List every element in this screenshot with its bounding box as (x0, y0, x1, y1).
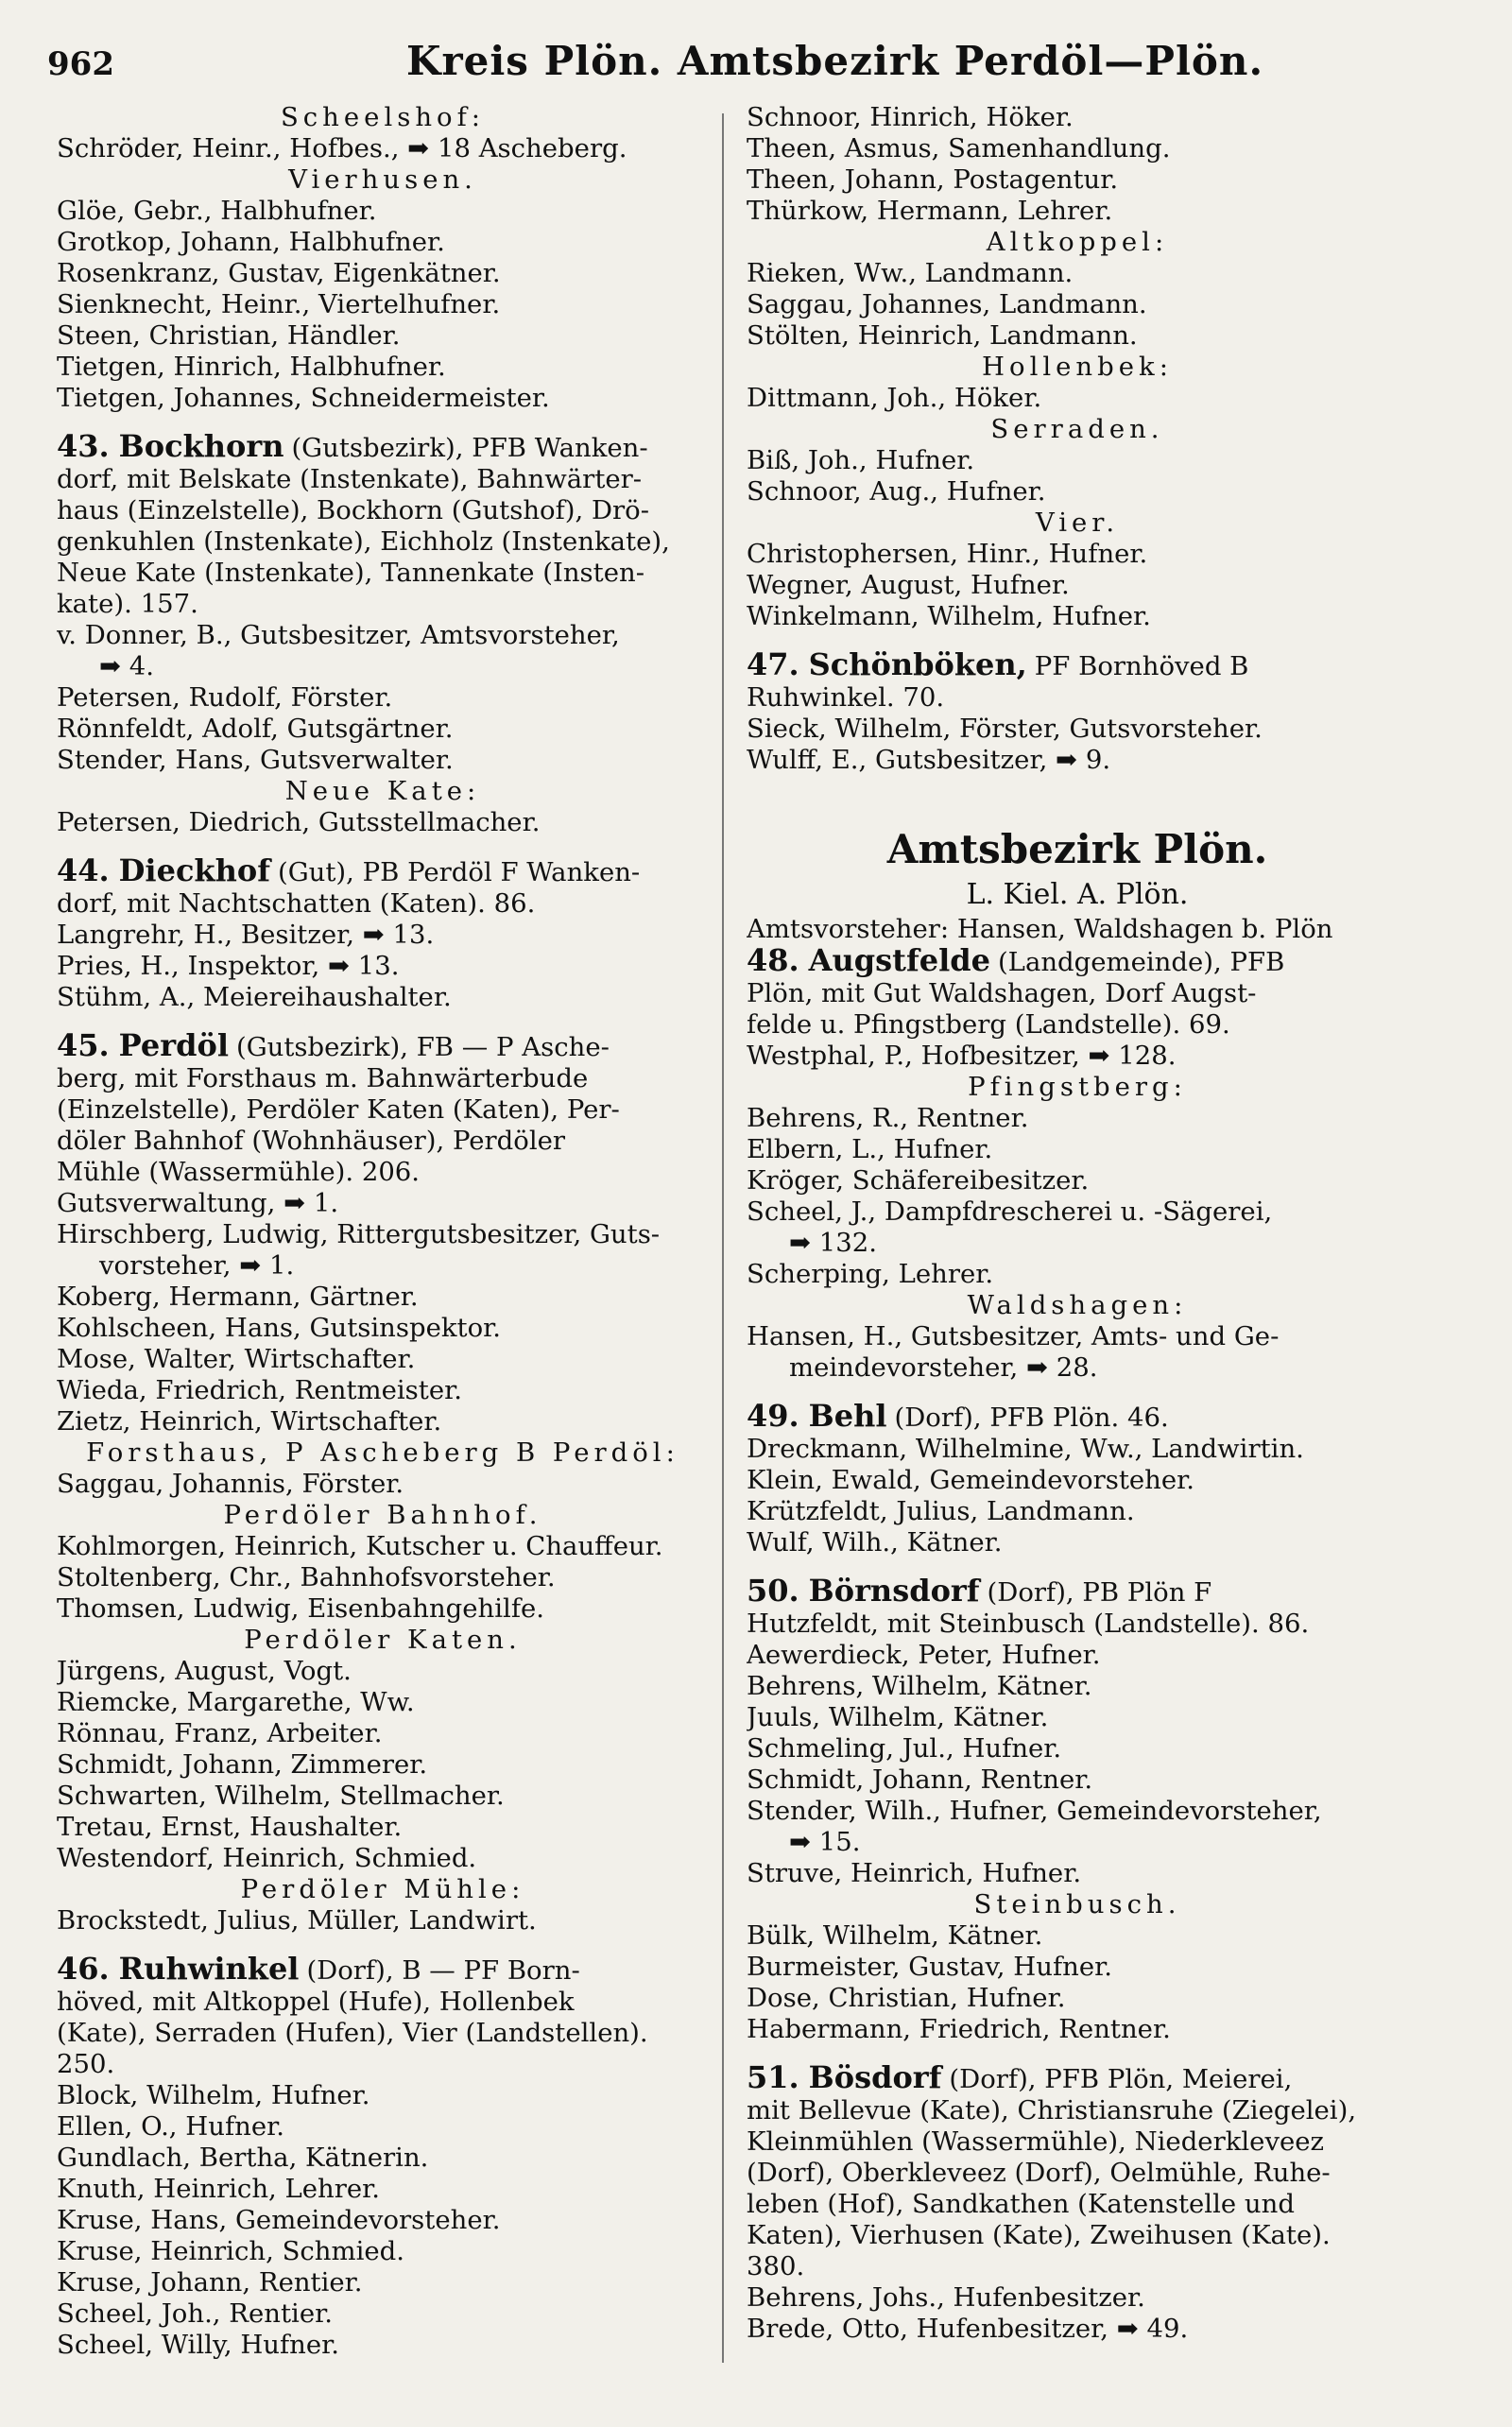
list-item: Gundlach, Bertha, Kätnerin. (57, 2143, 429, 2173)
list-item: Biß, Joh., Hufner. (747, 445, 975, 475)
list-item: Schnoor, Hinrich, Höker. (747, 102, 1074, 132)
entry-number: 50. (747, 1573, 799, 1609)
list-item: Kröger, Schäfereibesitzer. (747, 1165, 1090, 1196)
list-item: Kohlmorgen, Heinrich, Kutscher u. Chauffeur. (57, 1531, 663, 1561)
list-item: Scheel, J., Dampfdrescherei u. -Sägerei, (747, 1196, 1273, 1227)
list-item: Schnoor, Aug., Hufner. (747, 476, 1046, 507)
entry-name: Behl (808, 1398, 887, 1434)
list-item: Schmidt, Johann, Rentner. (747, 1764, 1093, 1795)
list-item: Westendorf, Heinrich, Schmied. (57, 1843, 477, 1873)
list-item: Tietgen, Hinrich, Halbhufner. (57, 352, 446, 382)
list-item: Scherping, Lehrer. (747, 1259, 994, 1289)
list-item: Behrens, Johs., Hufenbesitzer. (747, 2282, 1145, 2313)
list-item: Saggau, Johannis, Förster. (57, 1469, 404, 1499)
list-item: Dose, Christian, Hufner. (747, 1983, 1066, 2013)
list-item: Kruse, Heinrich, Schmied. (57, 2236, 405, 2266)
locality-heading: Steinbusch. (973, 1889, 1181, 1919)
list-item: Krützfeldt, Julius, Landmann. (747, 1496, 1135, 1526)
entry-desc: PF Bornhöved B (1034, 651, 1249, 681)
list-item: Grotkop, Johann, Halbhufner. (57, 227, 445, 257)
list-item: Burmeister, Gustav, Hufner. (747, 1952, 1112, 1982)
list-item: v. Donner, B., Gutsbesitzer, Amtsvorsteher, (57, 620, 620, 650)
entry-number: 46. (57, 1951, 110, 1987)
entry-desc: (Dorf), PFB Plön. 46. (894, 1403, 1169, 1433)
list-item: Hirschberg, Ludwig, Rittergutsbesitzer, Guts- (57, 1219, 661, 1249)
list-item: Juuls, Wilhelm, Kätner. (747, 1702, 1049, 1732)
page-title: Kreis Plön. Amtsbezirk Perdöl—Plön. (406, 38, 1264, 84)
entry-number: 48. (747, 942, 799, 978)
list-item: Mose, Walter, Wirtschafter. (57, 1344, 416, 1374)
list-item: Ellen, O., Hufner. (57, 2111, 285, 2142)
entry-desc: Katen), Vierhusen (Kate), Zweihusen (Kate). (747, 2220, 1331, 2250)
entry-desc: (Kate), Serraden (Hufen), Vier (Landstellen). (57, 2018, 648, 2048)
list-item: Glöe, Gebr., Halbhufner. (57, 196, 377, 226)
list-item: Brede, Otto, Hufenbesitzer, ➡ 49. (747, 2314, 1189, 2344)
locality-heading: Perdöler Katen. (244, 1625, 522, 1655)
entry-name: Ruhwinkel (118, 1951, 300, 1987)
list-item: Zietz, Heinrich, Wirtschafter. (57, 1406, 442, 1437)
entry-desc: 380. (747, 2251, 805, 2281)
list-item: Stühm, A., Meiereihaushalter. (57, 982, 452, 1012)
list-item: Pries, H., Inspektor, ➡ 13. (57, 951, 400, 981)
entry-desc: döler Bahnhof (Wohnhäuser), Perdöler (57, 1126, 566, 1156)
locality-heading: Altkoppel: (986, 227, 1169, 257)
list-item: Rönnau, Franz, Arbeiter. (57, 1718, 383, 1748)
entry-desc: (Gutsbezirk), PFB Wanken- (291, 433, 648, 463)
list-item: Christophersen, Hinr., Hufner. (747, 539, 1148, 569)
list-item: Tretau, Ernst, Haushalter. (57, 1812, 403, 1842)
locality-heading: Waldshagen: (967, 1290, 1188, 1320)
entry-name: Börnsdorf (808, 1573, 980, 1609)
locality-heading: Perdöler Mühle: (240, 1874, 525, 1904)
entry-number: 44. (57, 852, 110, 888)
list-item: Knuth, Heinrich, Lehrer. (57, 2174, 381, 2204)
list-item: Bülk, Wilhelm, Kätner. (747, 1920, 1043, 1951)
right-column (747, 102, 1408, 2345)
list-item: Thürkow, Hermann, Lehrer. (747, 196, 1113, 226)
list-item: Rönnfeldt, Adolf, Gutsgärtner. (57, 714, 454, 744)
entry-48 (747, 942, 1408, 978)
entry-desc: (Gutsbezirk), FB — P Asche- (235, 1032, 610, 1062)
entry-number: 43. (57, 428, 110, 464)
page-header (47, 38, 1465, 95)
locality-heading: Neue Kate: (284, 776, 481, 806)
locality-heading: Hollenbek: (982, 352, 1173, 382)
entry-name: Bockhorn (118, 428, 284, 464)
entry-desc: Hutzfeldt, mit Steinbusch (Landstelle). 86. (747, 1609, 1310, 1639)
list-item: Dittmann, Joh., Höker. (747, 383, 1042, 413)
list-item: Winkelmann, Wilhelm, Hufner. (747, 601, 1151, 631)
left-column (57, 102, 709, 2361)
entry-desc: Mühle (Wassermühle). 206. (57, 1157, 421, 1187)
list-item: Langrehr, H., Besitzer, ➡ 13. (57, 920, 435, 950)
entry-desc: berg, mit Forsthaus m. Bahnwärterbude (57, 1063, 589, 1093)
list-item: ➡ 4. (99, 651, 155, 681)
entry-desc: (Einzelstelle), Perdöler Katen (Katen), Per- (57, 1094, 620, 1125)
entry-45 (57, 1027, 709, 1063)
list-item: Elbern, L., Hufner. (747, 1134, 993, 1164)
list-item: Sienknecht, Heinr., Viertelhufner. (57, 289, 501, 319)
column-divider (722, 113, 724, 2363)
entry-name: Schönböken, (808, 646, 1027, 682)
entry-43 (57, 428, 709, 464)
entry-50 (747, 1575, 1408, 1609)
list-item: Wulf, Wilh., Kätner. (747, 1527, 1003, 1558)
list-item: Kruse, Johann, Rentier. (57, 2267, 363, 2298)
list-item: Petersen, Diedrich, Gutsstellmacher. (57, 807, 541, 837)
list-item: Schwarten, Wilhelm, Stellmacher. (57, 1781, 505, 1811)
list-item: Steen, Christian, Händler. (57, 320, 401, 351)
entry-name: Dieckhof (118, 852, 270, 888)
list-item: Jürgens, August, Vogt. (57, 1656, 352, 1686)
list-item: Theen, Asmus, Samenhandlung. (747, 133, 1171, 164)
locality-heading: Forsthaus, P Ascheberg B Perdöl: (86, 1437, 679, 1468)
list-item: Schmidt, Johann, Zimmerer. (57, 1749, 428, 1780)
entry-desc: höved, mit Altkoppel (Hufe), Hollenbek (57, 1987, 575, 2017)
list-item: Schmeling, Jul., Hufner. (747, 1733, 1062, 1764)
entry-desc: Kleinmühlen (Wassermühle), Niederkleveez (747, 2126, 1325, 2157)
entry-desc: felde u. Pfingstberg (Landstelle). 69. (747, 1009, 1230, 1040)
locality-heading: Vierhusen. (288, 164, 477, 195)
locality-heading: Scheelshof: (280, 102, 486, 132)
list-item: Hansen, H., Gutsbesitzer, Amts- und Ge- (747, 1321, 1280, 1351)
entry-desc: mit Bellevue (Kate), Christiansruhe (Ziegelei), (747, 2095, 1357, 2126)
list-item: Rosenkranz, Gustav, Eigenkätner. (57, 258, 501, 288)
list-item: Brockstedt, Julius, Müller, Landwirt. (57, 1905, 537, 1936)
list-item: Behrens, Wilhelm, Kätner. (747, 1671, 1092, 1701)
entry-desc: genkuhlen (Instenkate), Eichholz (Instenkate), (57, 526, 670, 557)
list-item: Theen, Johann, Postagentur. (747, 164, 1119, 195)
list-item: Stoltenberg, Chr., Bahnhofsvorsteher. (57, 1562, 556, 1592)
list-item: Stölten, Heinrich, Landmann. (747, 320, 1138, 351)
entry-number: 47. (747, 646, 799, 682)
list-item: Struve, Heinrich, Hufner. (747, 1858, 1082, 1888)
entry-49 (747, 1398, 1408, 1434)
list-item: Block, Wilhelm, Hufner. (57, 2080, 370, 2110)
list-item: Wegner, August, Hufner. (747, 570, 1070, 600)
entry-number: 49. (747, 1398, 799, 1434)
list-item: ➡ 132. (789, 1228, 878, 1258)
entry-desc: 250. (57, 2049, 115, 2079)
entry-46 (57, 1951, 709, 1987)
entry-desc: (Dorf), PFB Plön, Meierei, (949, 2064, 1293, 2094)
entry-number: 51. (747, 2059, 799, 2095)
entry-desc: (Dorf), PB Plön F (987, 1577, 1212, 1608)
list-item: Petersen, Rudolf, Förster. (57, 682, 393, 713)
list-item: Koberg, Hermann, Gärtner. (57, 1282, 419, 1312)
list-item: Kruse, Hans, Gemeindevorsteher. (57, 2205, 501, 2235)
entry-desc: Plön, mit Gut Waldshagen, Dorf Augst- (747, 978, 1257, 1008)
list-item: Riemcke, Margarethe, Ww. (57, 1687, 415, 1717)
amt-vorsteher: Amtsvorsteher: Hansen, Waldshagen b. Plön (747, 914, 1333, 944)
list-item: Schröder, Heinr., Hofbes., ➡ 18 Ascheberg. (57, 133, 627, 164)
entry-desc: haus (Einzelstelle), Bockhorn (Gutshof), Drö- (57, 495, 650, 525)
list-item: Behrens, R., Rentner. (747, 1103, 1029, 1133)
entry-47 (747, 646, 1408, 682)
entry-desc: dorf, mit Belskate (Instenkate), Bahnwärter- (57, 464, 643, 494)
entry-desc: leben (Hof), Sandkathen (Katenstelle und (747, 2189, 1295, 2219)
list-item: Tietgen, Johannes, Schneidermeister. (57, 383, 550, 413)
locality-heading: Perdöler Bahnhof. (223, 1500, 542, 1530)
locality-heading: Serraden. (990, 414, 1164, 444)
list-item: Aewerdieck, Peter, Hufner. (747, 1640, 1101, 1670)
entry-name: Augstfelde (808, 942, 990, 978)
entry-desc: (Gut), PB Perdöl F Wanken- (277, 857, 641, 887)
entry-desc: (Dorf), Oberkleveez (Dorf), Oelmühle, Ruhe- (747, 2158, 1331, 2188)
list-item: Scheel, Willy, Hufner. (57, 2330, 340, 2360)
list-item: Scheel, Joh., Rentier. (57, 2298, 333, 2329)
list-item: Rieken, Ww., Landmann. (747, 258, 1074, 288)
list-item: Dreckmann, Wilhelmine, Ww., Landwirtin. (747, 1434, 1304, 1464)
entry-desc: Ruhwinkel. 70. (747, 682, 945, 713)
list-item: vorsteher, ➡ 1. (99, 1250, 295, 1281)
list-item: Wieda, Friedrich, Rentmeister. (57, 1375, 462, 1405)
locality-heading: Pfingstberg: (968, 1072, 1187, 1102)
section-heading: Amtsbezirk Plön. (886, 826, 1268, 872)
list-item: Thomsen, Ludwig, Eisenbahngehilfe. (57, 1593, 545, 1624)
list-item: Stender, Wilh., Hufner, Gemeindevorsteher, (747, 1796, 1322, 1826)
list-item: Wulff, E., Gutsbesitzer, ➡ 9. (747, 745, 1111, 775)
list-item: ➡ 15. (789, 1827, 861, 1857)
list-item: Sieck, Wilhelm, Förster, Gutsvorsteher. (747, 714, 1263, 744)
list-item: Westphal, P., Hofbesitzer, ➡ 128. (747, 1041, 1177, 1071)
list-item: Kohlscheen, Hans, Gutsinspektor. (57, 1313, 501, 1343)
locality-heading: Vier. (1035, 508, 1120, 538)
list-item: Klein, Ewald, Gemeindevorsteher. (747, 1465, 1194, 1495)
page-number: 962 (47, 45, 114, 83)
list-item: Gutsverwaltung, ➡ 1. (57, 1188, 339, 1218)
section-subheading: L. Kiel. A. Plön. (966, 878, 1189, 911)
entry-name: Bösdorf (808, 2059, 942, 2095)
entry-desc: (Landgemeinde), PFB (997, 947, 1285, 977)
entry-desc: Neue Kate (Instenkate), Tannenkate (Insten- (57, 558, 644, 588)
entry-44 (57, 852, 709, 888)
entry-name: Perdöl (118, 1027, 229, 1063)
entry-51 (747, 2059, 1408, 2095)
entry-desc: dorf, mit Nachtschatten (Katen). 86. (57, 888, 536, 919)
list-item: Habermann, Friedrich, Rentner. (747, 2014, 1171, 2044)
entry-desc: kate). 157. (57, 589, 198, 619)
entry-desc: (Dorf), B — PF Born- (306, 1955, 580, 1986)
list-item: Saggau, Johannes, Landmann. (747, 289, 1147, 319)
list-item: Stender, Hans, Gutsverwalter. (57, 745, 454, 775)
list-item: meindevorsteher, ➡ 28. (789, 1352, 1098, 1383)
entry-number: 45. (57, 1027, 110, 1063)
